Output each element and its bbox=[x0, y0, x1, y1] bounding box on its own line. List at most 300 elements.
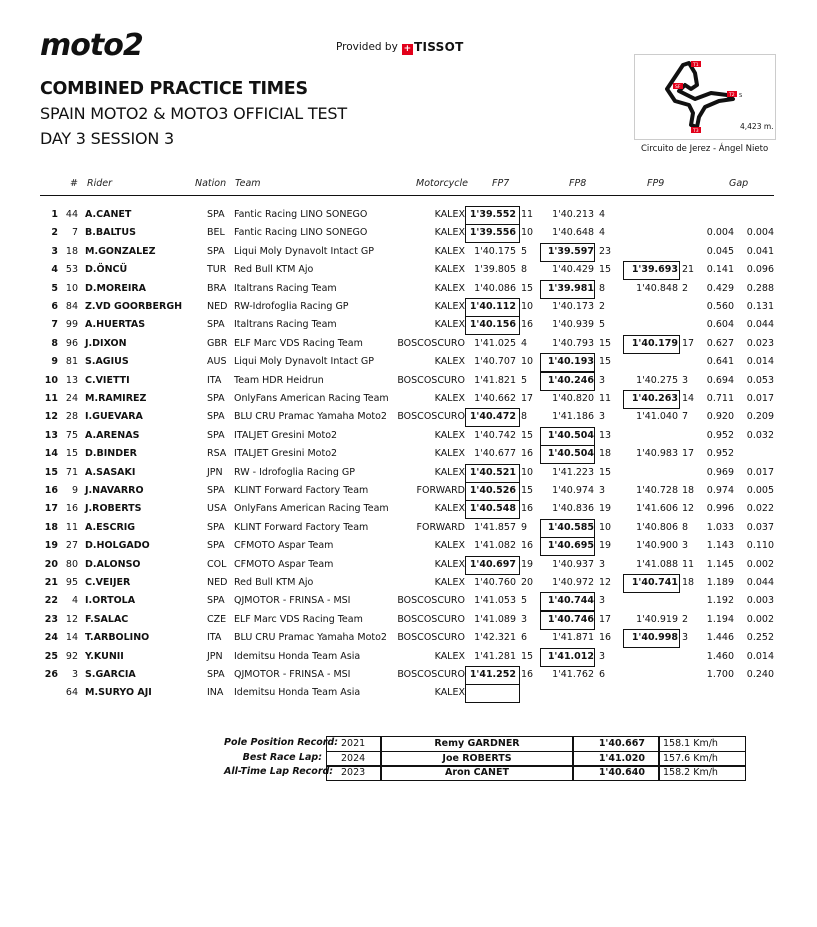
record-rider: Joe ROBERTS bbox=[442, 752, 512, 764]
cell-moto: KALEX bbox=[434, 503, 465, 515]
cell-g1: 0.429 bbox=[706, 282, 734, 294]
cell-t9: 1'40.275 bbox=[636, 374, 678, 386]
cell-l7: 17 bbox=[521, 393, 534, 404]
cell-g2: 0.240 bbox=[746, 669, 774, 680]
cell-l8: 15 bbox=[599, 466, 612, 478]
table-row bbox=[0, 684, 817, 702]
cell-t8: 1'40.939 bbox=[552, 319, 594, 331]
cell-g1: 1.460 bbox=[706, 650, 734, 662]
table-row bbox=[0, 427, 817, 445]
cell-l7: 9 bbox=[521, 521, 528, 533]
cell-num: 3 bbox=[71, 669, 78, 680]
cell-l8: 3 bbox=[599, 374, 606, 386]
cell-t7: 1'40.707 bbox=[474, 356, 516, 368]
cell-t8: 1'40.246 bbox=[547, 374, 594, 386]
cell-team: BLU CRU Pramac Yamaha Moto2 bbox=[234, 632, 387, 644]
cell-pos: 22 bbox=[44, 595, 58, 607]
cell-t8: 1'40.213 bbox=[552, 209, 594, 220]
moto2-logo bbox=[40, 28, 143, 63]
cell-nat: ITA bbox=[207, 632, 222, 644]
cell-l8: 19 bbox=[599, 540, 612, 552]
cell-team: RW - Idrofoglia Racing GP bbox=[234, 466, 355, 478]
cell-pos: 20 bbox=[44, 558, 58, 570]
cell-t9: 1'41.606 bbox=[636, 503, 678, 515]
table-row bbox=[0, 666, 817, 684]
cell-rider: A.ESCRIG bbox=[85, 521, 136, 533]
record-cell-speed bbox=[658, 765, 746, 781]
cell-team: OnlyFans American Racing Team bbox=[234, 393, 389, 404]
cell-num: 16 bbox=[65, 503, 78, 515]
cell-g1: 0.627 bbox=[706, 337, 734, 349]
cell-rider: I.GUEVARA bbox=[85, 411, 143, 423]
cell-pos: 10 bbox=[44, 374, 58, 386]
cell-t8: 1'41.223 bbox=[552, 466, 594, 478]
cell-l7: 15 bbox=[521, 485, 534, 496]
cell-l7: 19 bbox=[521, 558, 534, 570]
col-header-rider: Rider bbox=[87, 178, 113, 189]
cell-pos: 24 bbox=[44, 632, 58, 644]
cell-t7: 1'41.053 bbox=[474, 595, 516, 607]
cell-g1: 1.143 bbox=[706, 540, 734, 552]
cell-g1: 0.969 bbox=[706, 466, 734, 478]
cell-l7: 16 bbox=[521, 540, 534, 552]
cell-g2: 0.017 bbox=[746, 393, 774, 404]
cell-t7: 1'39.556 bbox=[469, 227, 516, 239]
cell-rider: A.ARENAS bbox=[85, 429, 140, 441]
cell-l7: 10 bbox=[521, 466, 534, 478]
cell-rider: T.ARBOLINO bbox=[85, 632, 150, 644]
cell-g1: 0.141 bbox=[706, 264, 734, 276]
cell-l7: 20 bbox=[521, 577, 534, 588]
record-speed: 158.2 Km/h bbox=[663, 767, 718, 778]
header-divider bbox=[40, 195, 774, 196]
cell-l7: 15 bbox=[521, 429, 534, 441]
cell-g1: 1.189 bbox=[706, 577, 734, 588]
cell-t9: 1'40.263 bbox=[631, 393, 678, 404]
cell-t9: 1'40.728 bbox=[636, 485, 678, 496]
map-mark-s: S bbox=[739, 93, 743, 99]
cell-g2: 0.014 bbox=[746, 650, 774, 662]
cell-t8: 1'39.981 bbox=[547, 282, 594, 294]
table-row bbox=[0, 280, 817, 298]
cell-l7: 16 bbox=[521, 503, 534, 515]
cell-pos: 3 bbox=[51, 245, 58, 257]
cell-rider: D.HOLGADO bbox=[85, 540, 150, 552]
table-row bbox=[0, 592, 817, 610]
cell-g1: 1.192 bbox=[706, 595, 734, 607]
table-row bbox=[0, 537, 817, 555]
cell-moto: KALEX bbox=[434, 577, 465, 588]
cell-team: ELF Marc VDS Racing Team bbox=[234, 337, 363, 349]
cell-t8: 1'40.193 bbox=[547, 356, 594, 368]
cell-moto: KALEX bbox=[434, 650, 465, 662]
cell-l8: 2 bbox=[599, 301, 606, 312]
cell-t7: 1'39.552 bbox=[469, 209, 516, 220]
cell-pos: 26 bbox=[44, 669, 58, 680]
cell-nat: JPN bbox=[207, 466, 223, 478]
cell-l7: 10 bbox=[521, 356, 534, 368]
cell-num: 27 bbox=[65, 540, 78, 552]
cell-t8: 1'40.648 bbox=[552, 227, 594, 239]
cell-t8: 1'40.504 bbox=[547, 429, 594, 441]
cell-g2: 0.044 bbox=[746, 319, 774, 331]
cell-l7: 3 bbox=[521, 613, 528, 625]
cell-g1: 0.045 bbox=[706, 245, 734, 257]
cell-team: Fantic Racing LINO SONEGO bbox=[234, 209, 368, 220]
cell-t7: 1'39.805 bbox=[474, 264, 516, 276]
cell-t7: 1'40.742 bbox=[474, 429, 516, 441]
cell-nat: BEL bbox=[207, 227, 225, 239]
cell-num: 84 bbox=[65, 301, 78, 312]
cell-l8: 13 bbox=[599, 429, 612, 441]
circuit-name: Circuito de Jerez - Ángel Nieto bbox=[641, 144, 769, 154]
map-mark-sf: SF bbox=[675, 85, 681, 90]
tissot-cross-icon: + bbox=[403, 44, 412, 54]
table-row bbox=[0, 611, 817, 629]
cell-t7: 1'41.857 bbox=[474, 521, 516, 533]
cell-team: KLINT Forward Factory Team bbox=[234, 485, 369, 496]
cell-g2: 0.003 bbox=[746, 595, 774, 607]
cell-pos: 21 bbox=[44, 577, 58, 588]
cell-nat: SPA bbox=[207, 429, 225, 441]
cell-l9: 3 bbox=[682, 374, 689, 386]
cell-g2: 0.032 bbox=[746, 429, 774, 441]
cell-num: 24 bbox=[65, 393, 78, 404]
cell-t7: 1'40.548 bbox=[469, 503, 516, 515]
cell-g2: 0.005 bbox=[746, 485, 774, 496]
cell-num: 4 bbox=[71, 595, 78, 607]
table-row bbox=[0, 316, 817, 334]
cell-team: Liqui Moly Dynavolt Intact GP bbox=[234, 356, 374, 368]
cell-nat: AUS bbox=[207, 356, 227, 368]
cell-t8: 1'40.504 bbox=[547, 448, 594, 460]
cell-t7: 1'41.252 bbox=[469, 669, 516, 680]
table-row bbox=[0, 408, 817, 426]
cell-t8: 1'39.597 bbox=[547, 245, 594, 257]
cell-t9: 1'41.040 bbox=[636, 411, 678, 423]
record-speed: 157.6 Km/h bbox=[663, 752, 718, 764]
cell-g1: 0.711 bbox=[706, 393, 734, 404]
cell-g1: 1.446 bbox=[706, 632, 734, 644]
cell-rider: S.GARCIA bbox=[85, 669, 136, 680]
cell-num: 80 bbox=[65, 558, 78, 570]
cell-pos: 1 bbox=[51, 209, 58, 220]
cell-pos: 5 bbox=[51, 282, 58, 294]
record-label: Best Race Lap: bbox=[242, 751, 322, 763]
cell-nat: CZE bbox=[207, 613, 227, 625]
cell-num: 11 bbox=[65, 521, 78, 533]
cell-t7: 1'40.175 bbox=[474, 245, 516, 257]
cell-moto: KALEX bbox=[434, 264, 465, 276]
record-rider: Remy GARDNER bbox=[434, 738, 520, 749]
col-header-nation: Nation bbox=[195, 178, 227, 189]
cell-team: CFMOTO Aspar Team bbox=[234, 540, 334, 552]
record-year: 2024 bbox=[341, 752, 366, 764]
cell-moto: BOSCOSCURO bbox=[397, 374, 465, 386]
cell-num: 75 bbox=[65, 429, 78, 441]
cell-moto: KALEX bbox=[434, 209, 465, 220]
cell-nat: COL bbox=[207, 558, 227, 570]
sponsor-name: TISSOT bbox=[414, 40, 464, 54]
cell-nat: NED bbox=[207, 577, 228, 588]
cell-l8: 11 bbox=[599, 393, 612, 404]
cell-l8: 23 bbox=[599, 245, 612, 257]
page-subtitle: SPAIN MOTO2 & MOTO3 OFFICIAL TEST bbox=[40, 104, 347, 123]
cell-pos: 13 bbox=[44, 429, 58, 441]
col-header-pos: # bbox=[70, 178, 78, 189]
cell-nat: SPA bbox=[207, 411, 225, 423]
cell-num: 10 bbox=[65, 282, 78, 294]
cell-g1: 0.560 bbox=[706, 301, 734, 312]
cell-nat: ITA bbox=[207, 374, 222, 386]
cell-g2: 0.037 bbox=[746, 521, 774, 533]
cell-t8: 1'41.871 bbox=[552, 632, 594, 644]
cell-g2: 0.096 bbox=[746, 264, 774, 276]
cell-t7: 1'41.082 bbox=[474, 540, 516, 552]
cell-pos: 9 bbox=[51, 356, 58, 368]
cell-moto: KALEX bbox=[434, 466, 465, 478]
cell-g2: 0.017 bbox=[746, 466, 774, 478]
cell-t7: 1'41.025 bbox=[474, 337, 516, 349]
cell-t9: 1'40.741 bbox=[631, 577, 678, 588]
cell-team: OnlyFans American Racing Team bbox=[234, 503, 389, 515]
cell-team: Team HDR Heidrun bbox=[234, 374, 324, 386]
cell-g2: 0.002 bbox=[746, 558, 774, 570]
record-time: 1'41.020 bbox=[598, 752, 645, 764]
col-header-fp9: FP9 bbox=[647, 178, 665, 189]
cell-nat: RSA bbox=[207, 448, 227, 460]
cell-rider: A.CANET bbox=[85, 209, 132, 220]
cell-moto: KALEX bbox=[434, 245, 465, 257]
cell-t8: 1'41.762 bbox=[552, 669, 594, 680]
table-row bbox=[0, 335, 817, 353]
cell-t9: 1'40.806 bbox=[636, 521, 678, 533]
table-row bbox=[0, 556, 817, 574]
cell-l9: 21 bbox=[682, 264, 695, 276]
cell-nat: SPA bbox=[207, 245, 225, 257]
cell-t8: 1'40.937 bbox=[552, 558, 594, 570]
cell-t7: 1'41.821 bbox=[474, 374, 516, 386]
cell-l9: 17 bbox=[682, 337, 695, 349]
cell-num: 28 bbox=[65, 411, 78, 423]
cell-num: 12 bbox=[65, 613, 78, 625]
record-rider: Aron CANET bbox=[445, 767, 509, 778]
table-row bbox=[0, 574, 817, 592]
best-time-box bbox=[465, 684, 520, 703]
cell-nat: JPN bbox=[207, 650, 223, 662]
cell-l7: 10 bbox=[521, 227, 534, 239]
cell-l9: 8 bbox=[682, 521, 689, 533]
cell-num: 92 bbox=[65, 650, 78, 662]
sponsor-logo bbox=[402, 40, 464, 55]
cell-rider: B.BALTUS bbox=[85, 227, 136, 239]
cell-nat: NED bbox=[207, 301, 228, 312]
cell-l9: 18 bbox=[682, 577, 695, 588]
cell-l9: 12 bbox=[682, 503, 695, 515]
cell-moto: BOSCOSCURO bbox=[397, 411, 465, 423]
table-row bbox=[0, 464, 817, 482]
cell-team: ITALJET Gresini Moto2 bbox=[234, 429, 338, 441]
cell-nat: INA bbox=[207, 687, 224, 699]
cell-moto: BOSCOSCURO bbox=[397, 632, 465, 644]
cell-t8: 1'40.972 bbox=[552, 577, 594, 588]
record-year: 2023 bbox=[341, 767, 366, 778]
cell-l8: 4 bbox=[599, 209, 606, 220]
cell-rider: C.VEIJER bbox=[85, 577, 131, 588]
cell-g2: 0.041 bbox=[746, 245, 774, 257]
cell-rider: J.ROBERTS bbox=[85, 503, 142, 515]
cell-moto: KALEX bbox=[434, 393, 465, 404]
cell-rider: S.AGIUS bbox=[85, 356, 129, 368]
record-cell-time bbox=[572, 765, 660, 781]
cell-t9: 1'40.179 bbox=[631, 337, 678, 349]
cell-l8: 15 bbox=[599, 264, 612, 276]
table-row bbox=[0, 519, 817, 537]
cell-g1: 0.004 bbox=[706, 227, 734, 239]
cell-t8: 1'40.695 bbox=[547, 540, 594, 552]
record-time: 1'40.667 bbox=[598, 738, 645, 749]
cell-moto: KALEX bbox=[434, 540, 465, 552]
cell-l7: 10 bbox=[521, 301, 534, 312]
cell-nat: SPA bbox=[207, 521, 225, 533]
cell-l8: 3 bbox=[599, 595, 606, 607]
cell-l7: 16 bbox=[521, 448, 534, 460]
cell-g1: 0.952 bbox=[706, 429, 734, 441]
cell-l8: 16 bbox=[599, 632, 612, 644]
cell-rider: M.GONZALEZ bbox=[85, 245, 156, 257]
cell-g2: 0.004 bbox=[746, 227, 774, 239]
cell-num: 18 bbox=[65, 245, 78, 257]
cell-l8: 15 bbox=[599, 337, 612, 349]
cell-g2: 0.014 bbox=[746, 356, 774, 368]
cell-l9: 17 bbox=[682, 448, 695, 460]
cell-l7: 5 bbox=[521, 595, 528, 607]
cell-team: BLU CRU Pramac Yamaha Moto2 bbox=[234, 411, 387, 423]
cell-pos: 7 bbox=[51, 319, 58, 331]
cell-num: 44 bbox=[65, 209, 78, 220]
cell-g1: 0.694 bbox=[706, 374, 734, 386]
cell-t7: 1'40.156 bbox=[469, 319, 516, 331]
record-speed: 158.1 Km/h bbox=[663, 738, 718, 749]
cell-rider: Y.KUNII bbox=[85, 650, 124, 662]
col-header-team: Team bbox=[235, 178, 261, 189]
cell-num: 81 bbox=[65, 356, 78, 368]
cell-team: Idemitsu Honda Team Asia bbox=[234, 687, 361, 699]
map-mark-t1: T1 bbox=[693, 63, 699, 68]
provided-by-label: Provided by bbox=[336, 41, 398, 53]
cell-team: ITALJET Gresini Moto2 bbox=[234, 448, 338, 460]
cell-t8: 1'40.173 bbox=[552, 301, 594, 312]
cell-moto: FORWARD bbox=[416, 521, 465, 533]
record-label: All-Time Lap Record: bbox=[224, 766, 334, 777]
cell-team: RW-Idrofoglia Racing GP bbox=[234, 301, 349, 312]
cell-moto: KALEX bbox=[434, 448, 465, 460]
cell-team: CFMOTO Aspar Team bbox=[234, 558, 334, 570]
cell-l9: 2 bbox=[682, 282, 689, 294]
cell-rider: M.SURYO AJI bbox=[85, 687, 152, 699]
cell-team: Italtrans Racing Team bbox=[234, 319, 337, 331]
table-row bbox=[0, 261, 817, 279]
cell-l9: 3 bbox=[682, 540, 689, 552]
table-row bbox=[0, 482, 817, 500]
cell-g1: 0.641 bbox=[706, 356, 734, 368]
cell-nat: SPA bbox=[207, 669, 225, 680]
cell-l8: 3 bbox=[599, 411, 606, 423]
cell-l7: 8 bbox=[521, 264, 528, 276]
cell-l9: 11 bbox=[682, 558, 695, 570]
cell-rider: A.HUERTAS bbox=[85, 319, 146, 331]
cell-t9: 1'40.998 bbox=[631, 632, 678, 644]
cell-g2: 0.252 bbox=[746, 632, 774, 644]
cell-nat: SPA bbox=[207, 540, 225, 552]
record-row bbox=[224, 751, 744, 765]
cell-g2: 0.288 bbox=[746, 282, 774, 294]
cell-nat: TUR bbox=[207, 264, 227, 276]
cell-t8: 1'40.793 bbox=[552, 337, 594, 349]
cell-l7: 5 bbox=[521, 374, 528, 386]
cell-l8: 18 bbox=[599, 448, 612, 460]
cell-nat: SPA bbox=[207, 319, 225, 331]
cell-rider: C.VIETTI bbox=[85, 374, 130, 386]
cell-t9: 1'39.693 bbox=[631, 264, 678, 276]
cell-t7: 1'41.281 bbox=[474, 650, 516, 662]
cell-moto: KALEX bbox=[434, 282, 465, 294]
cell-t7: 1'41.089 bbox=[474, 613, 516, 625]
cell-l8: 17 bbox=[599, 613, 612, 625]
cell-team: KLINT Forward Factory Team bbox=[234, 521, 369, 533]
table-row bbox=[0, 224, 817, 242]
cell-g1: 0.974 bbox=[706, 485, 734, 496]
cell-t7: 1'40.521 bbox=[469, 466, 516, 478]
cell-rider: D.BINDER bbox=[85, 448, 137, 460]
cell-g2: 0.110 bbox=[746, 540, 774, 552]
cell-team: ELF Marc VDS Racing Team bbox=[234, 613, 363, 625]
cell-rider: J.DIXON bbox=[85, 337, 127, 349]
cell-nat: GBR bbox=[207, 337, 228, 349]
cell-num: 53 bbox=[65, 264, 78, 276]
record-cell-year bbox=[326, 765, 382, 781]
cell-t8: 1'40.820 bbox=[552, 393, 594, 404]
cell-moto: KALEX bbox=[434, 429, 465, 441]
cell-nat: USA bbox=[207, 503, 227, 515]
cell-g1: 1.194 bbox=[706, 613, 734, 625]
table-row bbox=[0, 648, 817, 666]
cell-num: 14 bbox=[65, 632, 78, 644]
cell-t9: 1'40.983 bbox=[636, 448, 678, 460]
cell-g2: 0.053 bbox=[746, 374, 774, 386]
table-row bbox=[0, 372, 817, 390]
table-row bbox=[0, 390, 817, 408]
cell-num: 13 bbox=[65, 374, 78, 386]
cell-rider: M.RAMIREZ bbox=[85, 393, 147, 404]
cell-t9: 1'41.088 bbox=[636, 558, 678, 570]
cell-l7: 4 bbox=[521, 337, 528, 349]
cell-g2: 0.044 bbox=[746, 577, 774, 588]
cell-l9: 2 bbox=[682, 613, 689, 625]
cell-pos: 19 bbox=[44, 540, 58, 552]
table-row bbox=[0, 206, 817, 224]
table-row bbox=[0, 353, 817, 371]
cell-g1: 1.033 bbox=[706, 521, 734, 533]
cell-nat: SPA bbox=[207, 209, 225, 220]
cell-l8: 10 bbox=[599, 521, 612, 533]
cell-t7: 1'40.662 bbox=[474, 393, 516, 404]
col-header-fp8: FP8 bbox=[569, 178, 587, 189]
cell-l7: 16 bbox=[521, 669, 534, 680]
cell-t8: 1'41.012 bbox=[547, 650, 594, 662]
cell-t7: 1'40.760 bbox=[474, 577, 516, 588]
table-row bbox=[0, 243, 817, 261]
